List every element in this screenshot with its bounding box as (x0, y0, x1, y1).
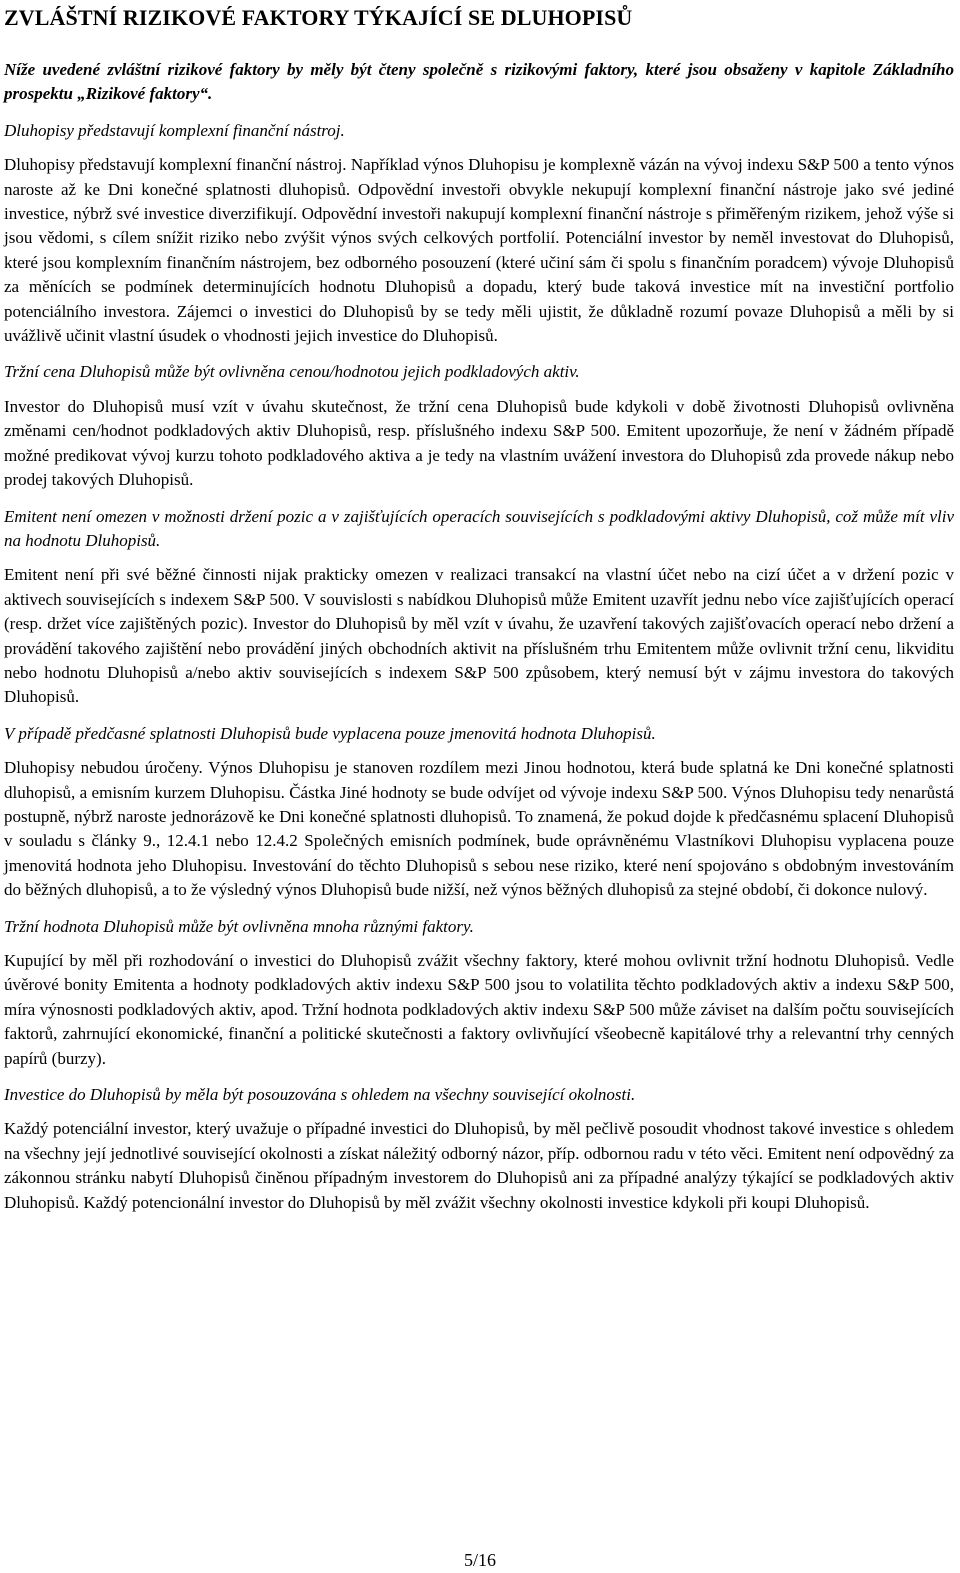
section-body-4: Dluhopisy nebudou úročeny. Výnos Dluhopisu je stanoven rozdílem mezi Jinou hodnotou, která bude splatná ke Dni konečné splatnosti dluhopisů, a emisním kurzem Dluhopisu. Částka Jiné hodnoty se bude odvíjet od vývoje indexu S&P 500. Výnos Dluhopisu tedy nenarůstá postupně, nýbrž naroste jednorázově ke Dni konečné splatnosti dluhopisů. To znamená, že pokud dojde k předčasnému splacení Dluhopisů v souladu s články 9., 12.4.1 nebo 12.4.2 Společných emisních podmínek, bude oprávněnému Vlastníkovi Dluhopisu vyplacena pouze jmenovitá hodnota jeho Dluhopisu. Investování do těchto Dluhopisů s sebou nese riziko, které není spojováno s obdobným investováním do běžných dluhopisů, a to že výsledný výnos Dluhopisů bude nižší, než výnos běžných dluhopisů za stejné období, či dokonce nulový. (4, 758, 954, 900)
section-body-2: Investor do Dluhopisů musí vzít v úvahu skutečnost, že tržní cena Dluhopisů bude kdykoli v době životnosti Dluhopisů ovlivněna změnami cen/hodnot podkladových aktiv Dluhopisů, resp. příslušného indexu S&P 500. Emitent upozorňuje, že není v žádném případě možné predikovat vývoj kurzu tohoto podkladového aktiva a je tedy na vlastním uvážení investora do Dluhopisů zda provede nákup nebo prodej takových Dluhopisů. (4, 396, 954, 490)
section-heading-5: Tržní hodnota Dluhopisů může být ovlivněna mnoha různými faktory. (4, 916, 474, 936)
page-title: ZVLÁŠTNÍ RIZIKOVÉ FAKTORY TÝKAJÍCÍ SE DLUHOPISŮ (4, 5, 633, 30)
section-body-3: Emitent není při své běžné činnosti nijak prakticky omezen v realizaci transakcí na vlastní účet nebo na cizí účet a v držení pozic v aktivech souvisejících s indexem S&P 500. V souvislosti s nabídkou Dluhopisů může Emitent uzavřít jednu nebo více zajišťujících operací (resp. držet více zajištěných pozic). Investor do Dluhopisů by měl vzít v úvahu, že uzavření takových zajišťovacích operací nebo držení a provádění takového zajištění nebo provádění jiných obchodních aktivit na příslušném trhu Emitentem může ovlivnit tržní cenu, likviditu nebo hodnotu Dluhopisů a/nebo aktiv souvisejících s indexem S&P 500 způsobem, který nemusí být v zájmu investora do takových Dluhopisů. (4, 565, 954, 707)
section-body-1: Dluhopisy představují komplexní finanční nástroj. Například výnos Dluhopisu je komplexně vázán na vývoj indexu S&P 500 a tento výnos naroste až ke Dni konečné splatnosti dluhopisů. Odpovědní investoři obvykle nekupují komplexní finanční nástroje jako své jediné investice, nýbrž své investice diverzifikují. Odpovědní investoři nakupují komplexní finanční nástroje s přiměřeným rizikem, jehož výše si jsou vědomi, s cílem snížit riziko nebo zvýšit výnos svých celkových portfolií. Potenciální investor by neměl investovat do Dluhopisů, které jsou komplexním finančním nástrojem, bez odborného posouzení (které učiní sám či spolu s finančním poradcem) vývoje Dluhopisů za měnících se podmínek determinujících hodnotu Dluhopisů a dopadu, který bude taková investice mít na investiční portfolio potenciálního investora. Zájemci o investici do Dluhopisů by se tedy měli ujistit, že důkladně rozumí povaze Dluhopisů a měli by si uvážlivě učinit vlastní úsudek o vhodnosti jejich investice do Dluhopisů. (4, 155, 954, 346)
intro-note: Níže uvedené zvláštní rizikové faktory by měly být čteny společně s rizikovými faktory, které jsou obsaženy v kapitole Základního prospektu „Rizikové faktory“. (4, 60, 954, 104)
section-heading-6: Investice do Dluhopisů by měla být posouzována s ohledem na všechny související okolnosti. (4, 1085, 636, 1105)
section-body-5: Kupující by měl při rozhodování o investici do Dluhopisů zvážit všechny faktory, které mohou ovlivnit tržní hodnotu Dluhopisů. Vedle úvěrové bonity Emitenta a hodnoty podkladových aktiv indexu S&P 500 jsou to volatilita těchto podkladových aktiv a indexu S&P 500, míra výnosnosti podkladových aktiv, apod. Tržní hodnota podkladových aktiv indexu S&P 500 může záviset na dalším počtu souvisejících faktorů, zahrnující ekonomické, finanční a politické skutečnosti a faktory ovlivňující všeobecně kapitálové trhy a relevantní trhy cenných papírů (burzy). (4, 951, 954, 1068)
document-page (4, 0, 954, 1215)
section-heading-1: Dluhopisy představují komplexní finanční nástroj. (4, 120, 345, 140)
page-number: 5/16 (463, 1550, 496, 1570)
section-heading-4: V případě předčasné splatnosti Dluhopisů bude vyplacena pouze jmenovitá hodnota Dluhopisů. (4, 723, 656, 743)
section-heading-3: Emitent není omezen v možnosti držení pozic a v zajišťujících operacích souvisejících s podkladovými aktivy Dluhopisů, což může mít vliv na hodnotu Dluhopisů. (4, 506, 954, 550)
section-heading-2: Tržní cena Dluhopisů může být ovlivněna cenou/hodnotou jejich podkladových aktiv. (4, 362, 580, 382)
section-body-6: Každý potenciální investor, který uvažuje o případné investici do Dluhopisů, by měl pečlivě posoudit vhodnost takové investice s ohledem na všechny její jednotlivé související okolnosti a získat náležitý odborný názor, příp. odbornou radu v této věci. Emitent není odpovědný za zákonnou stránku nabytí Dluhopisů činěnou případným investorem do Dluhopisů ani za případné analýzy týkající se podkladových aktiv Dluhopisů. Každý potencionální investor do Dluhopisů by měl zvážit všechny okolnosti investice kdykoli při koupi Dluhopisů. (4, 1119, 954, 1212)
